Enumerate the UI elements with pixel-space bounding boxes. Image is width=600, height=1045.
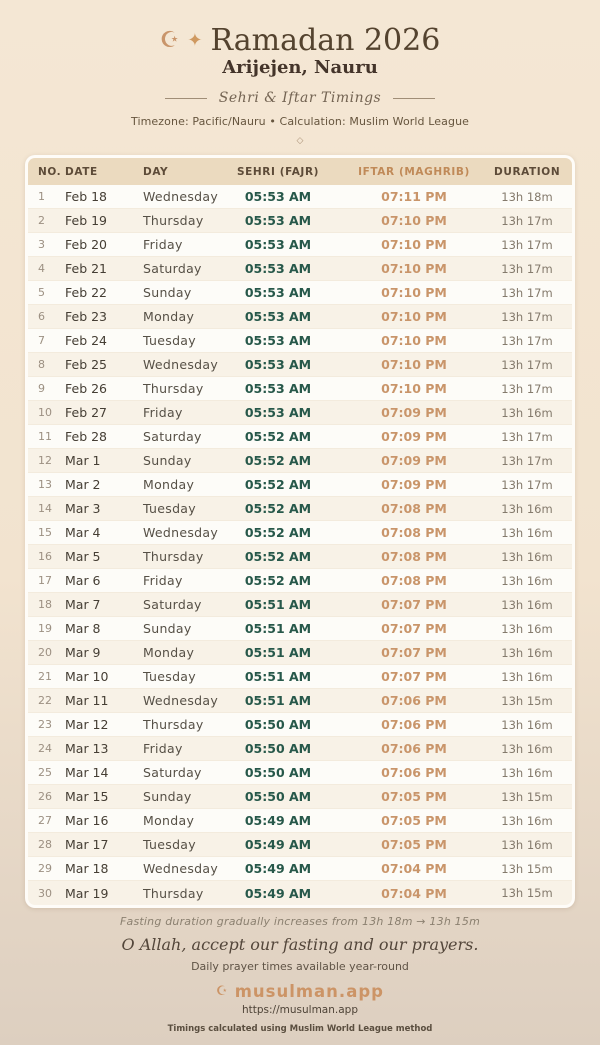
row-number-cell: 30 (38, 886, 52, 900)
sehri-time-cell: 05:49 AM (244, 861, 312, 876)
column-header-day: DAY (143, 165, 169, 178)
date-cell: Mar 11 (65, 693, 109, 708)
day-cell: Sunday (143, 285, 192, 300)
iftar-time-cell: 07:07 PM (381, 597, 447, 612)
sehri-time-cell: 05:51 AM (244, 669, 312, 684)
date-cell: Feb 23 (65, 309, 108, 324)
row-number-cell: 7 (38, 334, 45, 347)
table-row (28, 545, 572, 569)
duration-cell: 13h 16m (501, 717, 553, 732)
sehri-time-cell: 05:52 AM (244, 549, 312, 564)
day-cell: Wednesday (143, 693, 219, 708)
day-cell: Wednesday (143, 861, 219, 876)
date-cell: Feb 20 (65, 237, 108, 252)
date-cell: Feb 28 (65, 429, 108, 444)
day-cell: Tuesday (143, 837, 196, 852)
table-row (28, 497, 572, 521)
date-cell: Mar 6 (65, 573, 101, 588)
date-cell: Mar 10 (65, 669, 109, 684)
date-cell: Feb 25 (65, 357, 108, 372)
row-number-cell: 27 (38, 814, 52, 827)
day-cell: Saturday (143, 261, 202, 276)
iftar-time-cell: 07:05 PM (381, 813, 447, 828)
iftar-time-cell: 07:10 PM (381, 285, 447, 300)
iftar-time-cell: 07:08 PM (381, 525, 447, 540)
brand-name: musulman.app (234, 982, 384, 1001)
duration-cell: 13h 16m (501, 669, 553, 684)
day-cell: Thursday (143, 717, 204, 732)
timings-table-card (25, 155, 575, 908)
table-row (28, 257, 572, 281)
day-cell: Wednesday (143, 525, 219, 540)
date-cell: Mar 2 (65, 477, 101, 492)
duration-cell: 13h 17m (501, 261, 553, 276)
day-cell: Monday (143, 645, 195, 660)
sehri-time-cell: 05:49 AM (244, 837, 312, 852)
duration-cell: 13h 15m (501, 789, 553, 804)
iftar-time-cell: 07:11 PM (381, 189, 447, 204)
table-row (28, 761, 572, 785)
sehri-time-cell: 05:53 AM (244, 285, 312, 300)
day-cell: Thursday (143, 213, 204, 228)
day-cell: Wednesday (143, 357, 219, 372)
sehri-time-cell: 05:53 AM (244, 213, 312, 228)
sehri-time-cell: 05:53 AM (244, 237, 312, 252)
day-cell: Thursday (143, 885, 204, 901)
iftar-time-cell: 07:10 PM (381, 333, 447, 348)
row-number-cell: 16 (38, 550, 52, 563)
duration-cell: 13h 17m (501, 357, 553, 372)
table-row (28, 569, 572, 593)
row-number-cell: 12 (38, 454, 52, 467)
row-number-cell: 22 (38, 694, 52, 707)
sehri-time-cell: 05:52 AM (244, 453, 312, 468)
duration-cell: 13h 17m (501, 477, 553, 492)
day-cell: Monday (143, 309, 195, 324)
row-number-cell: 24 (38, 742, 52, 755)
day-cell: Friday (143, 573, 183, 588)
table-row (28, 401, 572, 425)
duration-cell: 13h 16m (501, 501, 553, 516)
brand-crescent-icon: ☪ (216, 984, 228, 999)
table-row (28, 185, 572, 209)
iftar-time-cell: 07:06 PM (381, 741, 447, 756)
table-row (28, 785, 572, 809)
duration-cell: 13h 16m (501, 765, 553, 780)
row-number-cell: 28 (38, 838, 52, 851)
sehri-time-cell: 05:52 AM (244, 429, 312, 444)
date-cell: Mar 9 (65, 645, 101, 660)
duration-cell: 13h 16m (501, 549, 553, 564)
table-row (28, 689, 572, 713)
dua-text: O Allah, accept our fasting and our prayers. (121, 935, 479, 954)
day-cell: Sunday (143, 621, 192, 636)
sparkle-star-icon: ✦ (187, 29, 203, 51)
table-row (28, 425, 572, 449)
table-row (28, 617, 572, 641)
duration-cell: 13h 16m (501, 525, 553, 540)
table-row (28, 713, 572, 737)
column-header-duration: DURATION (494, 165, 561, 178)
row-number-cell: 26 (38, 790, 52, 803)
day-cell: Friday (143, 237, 183, 252)
iftar-time-cell: 07:08 PM (381, 549, 447, 564)
sehri-time-cell: 05:50 AM (244, 717, 312, 732)
date-cell: Mar 3 (65, 501, 101, 516)
duration-cell: 13h 16m (501, 813, 553, 828)
day-cell: Thursday (143, 381, 204, 396)
column-header-no: NO. (38, 165, 62, 178)
duration-cell: 13h 17m (501, 429, 553, 444)
iftar-time-cell: 07:06 PM (381, 693, 447, 708)
sehri-time-cell: 05:53 AM (244, 261, 312, 276)
iftar-time-cell: 07:04 PM (381, 885, 447, 901)
divider-line-left (165, 98, 207, 99)
duration-cell: 13h 17m (501, 309, 553, 324)
duration-cell: 13h 17m (501, 285, 553, 300)
table-header-row (28, 158, 572, 185)
day-cell: Tuesday (143, 501, 196, 516)
date-cell: Feb 18 (65, 189, 108, 204)
iftar-time-cell: 07:07 PM (381, 645, 447, 660)
day-cell: Tuesday (143, 333, 196, 348)
duration-cell: 13h 18m (501, 189, 553, 204)
duration-cell: 13h 16m (501, 597, 553, 612)
sehri-time-cell: 05:53 AM (244, 405, 312, 420)
sehri-time-cell: 05:53 AM (244, 333, 312, 348)
sehri-time-cell: 05:49 AM (244, 813, 312, 828)
sehri-time-cell: 05:53 AM (244, 309, 312, 324)
column-header-sehri: SEHRI (FAJR) (236, 165, 320, 178)
table-row (28, 593, 572, 617)
duration-cell: 13h 15m (501, 693, 553, 708)
divider-line-right (393, 98, 435, 99)
day-cell: Monday (143, 477, 195, 492)
crescent-moon-icon: ☪ (159, 27, 180, 53)
date-cell: Mar 1 (65, 453, 101, 468)
row-number-cell: 9 (38, 382, 45, 395)
table-row (28, 833, 572, 857)
location-title: Arijejen, Nauru (222, 57, 378, 78)
sehri-time-cell: 05:53 AM (244, 381, 312, 396)
page-header (0, 0, 600, 146)
table-row (28, 641, 572, 665)
sehri-time-cell: 05:51 AM (244, 693, 312, 708)
row-number-cell: 3 (38, 238, 45, 251)
table-row (28, 809, 572, 833)
iftar-time-cell: 07:08 PM (381, 573, 447, 588)
iftar-time-cell: 07:05 PM (381, 837, 447, 852)
sehri-time-cell: 05:51 AM (244, 597, 312, 612)
table-row (28, 353, 572, 377)
table-row (28, 305, 572, 329)
iftar-time-cell: 07:09 PM (381, 477, 447, 492)
duration-cell: 13h 17m (501, 333, 553, 348)
duration-cell: 13h 16m (501, 573, 553, 588)
iftar-time-cell: 07:09 PM (381, 429, 447, 444)
duration-cell: 13h 16m (501, 741, 553, 756)
subtitle: Sehri & Iftar Timings (218, 90, 382, 106)
row-number-cell: 15 (38, 526, 52, 539)
day-cell: Monday (143, 813, 195, 828)
sehri-time-cell: 05:53 AM (244, 189, 312, 204)
date-cell: Feb 22 (65, 285, 108, 300)
duration-cell: 13h 15m (501, 861, 553, 876)
date-cell: Mar 13 (65, 741, 109, 756)
duration-cell: 13h 17m (501, 213, 553, 228)
brand-url: https://musulman.app (242, 1004, 358, 1016)
sehri-time-cell: 05:51 AM (244, 645, 312, 660)
table-row (28, 737, 572, 761)
iftar-time-cell: 07:04 PM (381, 861, 447, 876)
duration-cell: 13h 16m (501, 405, 553, 420)
date-cell: Mar 19 (65, 885, 109, 901)
page-title: Ramadan 2026 (210, 23, 441, 58)
sehri-time-cell: 05:50 AM (244, 765, 312, 780)
timezone-calculation-meta: Timezone: Pacific/Nauru • Calculation: Muslim World League (130, 115, 470, 128)
table-row (28, 209, 572, 233)
date-cell: Mar 15 (65, 789, 109, 804)
day-cell: Sunday (143, 453, 192, 468)
date-cell: Mar 5 (65, 549, 101, 564)
row-number-cell: 11 (38, 430, 52, 443)
day-cell: Thursday (143, 549, 204, 564)
iftar-time-cell: 07:10 PM (381, 309, 447, 324)
fasting-duration-note: Fasting duration gradually increases from 13h 18m → 13h 15m (120, 915, 480, 928)
duration-cell: 13h 15m (501, 886, 553, 900)
column-header-date: DATE (65, 165, 98, 178)
row-number-cell: 1 (38, 190, 45, 203)
row-number-cell: 25 (38, 766, 52, 779)
row-number-cell: 14 (38, 502, 52, 515)
diamond-ornament-icon: ◇ (296, 136, 304, 146)
iftar-time-cell: 07:06 PM (381, 765, 447, 780)
duration-cell: 13h 16m (501, 621, 553, 636)
sehri-time-cell: 05:52 AM (244, 501, 312, 516)
table-row (28, 665, 572, 689)
day-cell: Friday (143, 405, 183, 420)
table-row (28, 881, 572, 905)
iftar-time-cell: 07:10 PM (381, 213, 447, 228)
day-cell: Friday (143, 741, 183, 756)
iftar-time-cell: 07:09 PM (381, 453, 447, 468)
table-row (28, 449, 572, 473)
row-number-cell: 23 (38, 718, 52, 731)
duration-cell: 13h 17m (501, 453, 553, 468)
table-row (28, 473, 572, 497)
date-cell: Mar 16 (65, 813, 109, 828)
row-number-cell: 6 (38, 310, 45, 323)
date-cell: Feb 27 (65, 405, 108, 420)
availability-note: Daily prayer times available year-round (191, 960, 409, 973)
row-number-cell: 5 (38, 286, 45, 299)
iftar-time-cell: 07:05 PM (381, 789, 447, 804)
iftar-time-cell: 07:08 PM (381, 501, 447, 516)
table-row (28, 329, 572, 353)
day-cell: Sunday (143, 789, 192, 804)
duration-cell: 13h 17m (501, 381, 553, 396)
date-cell: Mar 12 (65, 717, 109, 732)
iftar-time-cell: 07:10 PM (381, 381, 447, 396)
row-number-cell: 4 (38, 262, 45, 275)
iftar-time-cell: 07:07 PM (381, 621, 447, 636)
row-number-cell: 17 (38, 574, 52, 587)
iftar-time-cell: 07:10 PM (381, 237, 447, 252)
date-cell: Mar 7 (65, 597, 101, 612)
date-cell: Mar 14 (65, 765, 109, 780)
sehri-time-cell: 05:50 AM (244, 789, 312, 804)
row-number-cell: 19 (38, 622, 52, 635)
duration-cell: 13h 16m (501, 645, 553, 660)
date-cell: Feb 24 (65, 333, 108, 348)
sehri-time-cell: 05:53 AM (244, 357, 312, 372)
row-number-cell: 10 (38, 406, 52, 419)
sehri-time-cell: 05:52 AM (244, 477, 312, 492)
row-number-cell: 29 (38, 862, 52, 875)
table-row (28, 233, 572, 257)
subtitle-divider (0, 90, 600, 106)
table-row (28, 281, 572, 305)
day-cell: Tuesday (143, 669, 196, 684)
table-row (28, 857, 572, 881)
sehri-time-cell: 05:52 AM (244, 525, 312, 540)
sehri-time-cell: 05:50 AM (244, 741, 312, 756)
iftar-time-cell: 07:07 PM (381, 669, 447, 684)
row-number-cell: 20 (38, 646, 52, 659)
brand-row (0, 982, 600, 1001)
date-cell: Mar 18 (65, 861, 109, 876)
row-number-cell: 18 (38, 598, 52, 611)
date-cell: Feb 19 (65, 213, 108, 228)
date-cell: Mar 4 (65, 525, 101, 540)
day-cell: Saturday (143, 429, 202, 444)
day-cell: Wednesday (143, 189, 219, 204)
iftar-time-cell: 07:06 PM (381, 717, 447, 732)
duration-cell: 13h 17m (501, 237, 553, 252)
calculation-method-note: Timings calculated using Muslim World League method (167, 1024, 433, 1034)
page-footer (0, 915, 600, 1034)
sehri-time-cell: 05:51 AM (244, 621, 312, 636)
date-cell: Feb 21 (65, 261, 108, 276)
row-number-cell: 13 (38, 478, 52, 491)
day-cell: Saturday (143, 597, 202, 612)
date-cell: Mar 17 (65, 837, 109, 852)
table-body (28, 185, 572, 905)
date-cell: Mar 8 (65, 621, 101, 636)
iftar-time-cell: 07:09 PM (381, 405, 447, 420)
iftar-time-cell: 07:10 PM (381, 261, 447, 276)
column-header-iftar: IFTAR (MAGHRIB) (358, 165, 470, 178)
iftar-time-cell: 07:10 PM (381, 357, 447, 372)
title-row (0, 24, 600, 57)
date-cell: Feb 26 (65, 381, 108, 396)
sehri-time-cell: 05:49 AM (244, 885, 312, 901)
table-row (28, 377, 572, 401)
day-cell: Saturday (143, 765, 202, 780)
row-number-cell: 2 (38, 214, 45, 227)
duration-cell: 13h 16m (501, 837, 553, 852)
row-number-cell: 21 (38, 670, 52, 683)
sehri-time-cell: 05:52 AM (244, 573, 312, 588)
table-row (28, 521, 572, 545)
row-number-cell: 8 (38, 358, 45, 371)
